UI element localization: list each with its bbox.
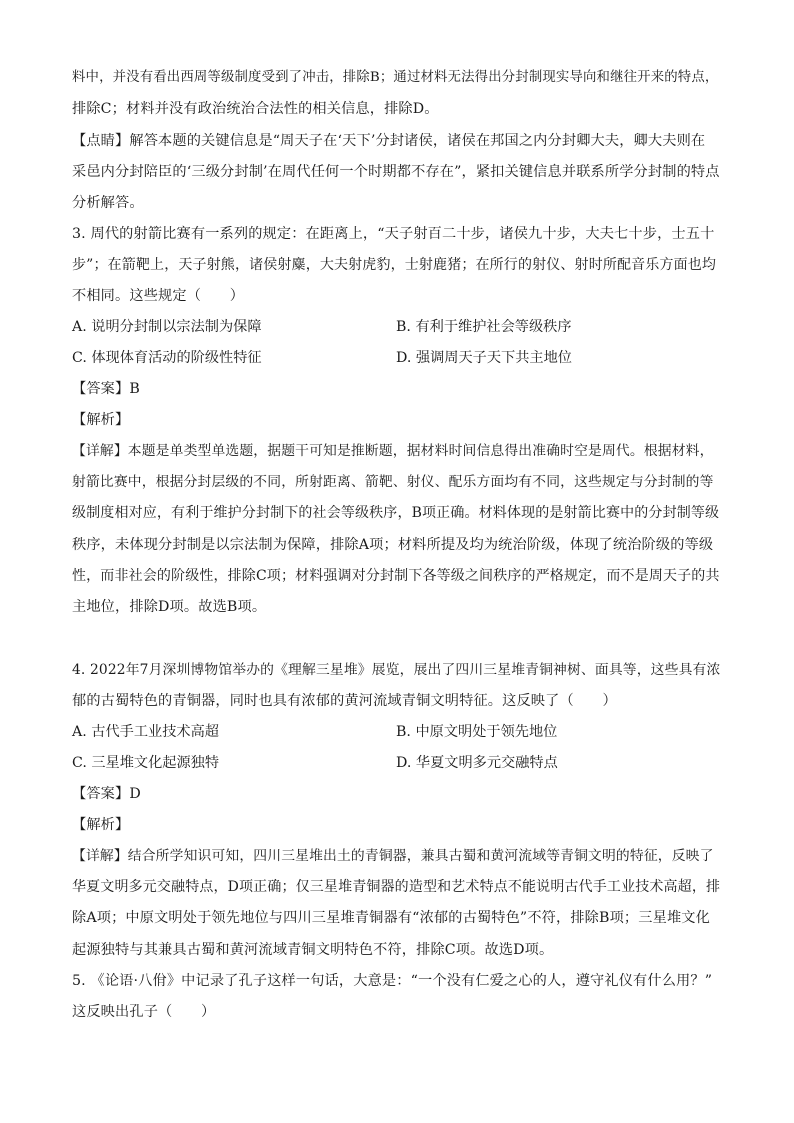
question-3-stem: 3. 周代的射箭比赛有一系列的规定：在距离上，“天子射百二十步，诸侯九十步，大夫七十步，士五十: [72, 226, 715, 242]
question-4-answer: 【答案】D: [72, 786, 141, 802]
question-5-stem: 5. 《论语·八佾》中记录了孔子这样一句话，大意是：“一个没有仁爱之心的人，遵守礼仪有什么用？”: [72, 973, 713, 989]
question-4-analysis-heading: 【解析】: [72, 817, 130, 833]
question-3-option-d: D. 强调周天子天下共主地位: [396, 350, 572, 366]
question-4-detail: 除A项；中原文明处于领先地位与四川三星堆青铜器有“浓郁的古蜀特色”不符，排除B项；三星堆文化: [72, 910, 710, 926]
question-3-option-b: B. 有利于维护社会等级秩序: [396, 319, 572, 335]
question-4-stem: 4. 2022年7月深圳博物馆举办的《理解三星堆》展览，展出了四川三星堆青铜神树、面具等，这些具有浓: [72, 662, 721, 678]
tip-text-line: 分析解答。: [72, 195, 144, 211]
question-4-option-a: A. 古代手工业技术高超: [72, 724, 219, 740]
question-4-detail: 华夏文明多元交融特点，D项正确；仅三星堆青铜器的造型和艺术特点不能说明古代手工业技术高超，排: [72, 879, 721, 895]
question-3-option-c: C. 体现体育活动的阶级性特征: [72, 350, 262, 366]
question-4-detail: 【详解】结合所学知识可知，四川三星堆出土的青铜器，兼具古蜀和黄河流域等青铜文明的特征，反映了: [72, 848, 714, 864]
question-3-detail: 性，而非社会的阶级性，排除C项；材料强调对分封制下各等级之间秩序的严格规定，而不是周天子的共: [72, 568, 720, 584]
question-3-analysis-heading: 【解析】: [72, 412, 130, 428]
question-4-option-c: C. 三星堆文化起源独特: [72, 755, 220, 771]
question-4-stem: 郁的古蜀特色的青铜器，同时也具有浓郁的黄河流域青铜文明特征。这反映了（ ）: [72, 693, 617, 709]
question-3-detail: 主地位，排除D项。故选B项。: [72, 599, 267, 615]
question-3-answer: 【答案】B: [72, 381, 140, 397]
tip-text-line: 采邑内分封陪臣的‘三级分封制’在周代任何一个时期都不存在”，紧扣关键信息并联系所学分封制的特点: [72, 164, 720, 180]
question-3-stem: 不相同。这些规定（ ）: [72, 288, 245, 304]
analysis-text-line: 料中，并没有看出西周等级制度受到了冲击，排除B；通过材料无法得出分封制现实导向和继往开来的特点，: [72, 70, 719, 85]
tip-text-line: 【点睛】解答本题的关键信息是“周天子在‘天下’分封诸侯，诸侯在邦国之内分封卿大夫，卿大夫则在: [72, 133, 706, 149]
question-3-detail: 【详解】本题是单类型单选题，据题干可知是推断题，据材料时间信息得出准确时空是周代。根据材料，: [72, 443, 714, 459]
question-3-stem: 步”；在箭靶上，天子射熊，诸侯射麋，大夫射虎豹，士射鹿猪；在所行的射仪、射时所配音乐方面也均: [72, 257, 717, 273]
question-3-detail: 射箭比赛中，根据分封层级的不同，所射距离、箭靶、射仪、配乐方面均有不同，这些规定与分封制的等: [72, 474, 714, 490]
question-3-option-a: A. 说明分封制以宗法制为保障: [72, 319, 262, 335]
question-5-stem: 这反映出孔子（ ）: [72, 1004, 216, 1020]
question-4-detail: 起源独特与其兼具古蜀和黄河流域青铜文明特色不符，排除C项。故选D项。: [72, 942, 554, 958]
question-4-option-b: B. 中原文明处于领先地位: [396, 724, 558, 740]
question-4-option-d: D. 华夏文明多元交融特点: [396, 755, 558, 771]
question-3-detail: 级制度相对应，有利于维护分封制下的社会等级秩序，B项正确。材料体现的是射箭比赛中的分封制等级: [72, 505, 720, 521]
question-3-detail: 秩序，未体现分封制是以宗法制为保障，排除A项；材料所提及均为统治阶级，体现了统治阶级的等级: [72, 537, 714, 553]
analysis-text-line: 排除C；材料并没有政治统治合法性的相关信息，排除D。: [72, 101, 439, 117]
